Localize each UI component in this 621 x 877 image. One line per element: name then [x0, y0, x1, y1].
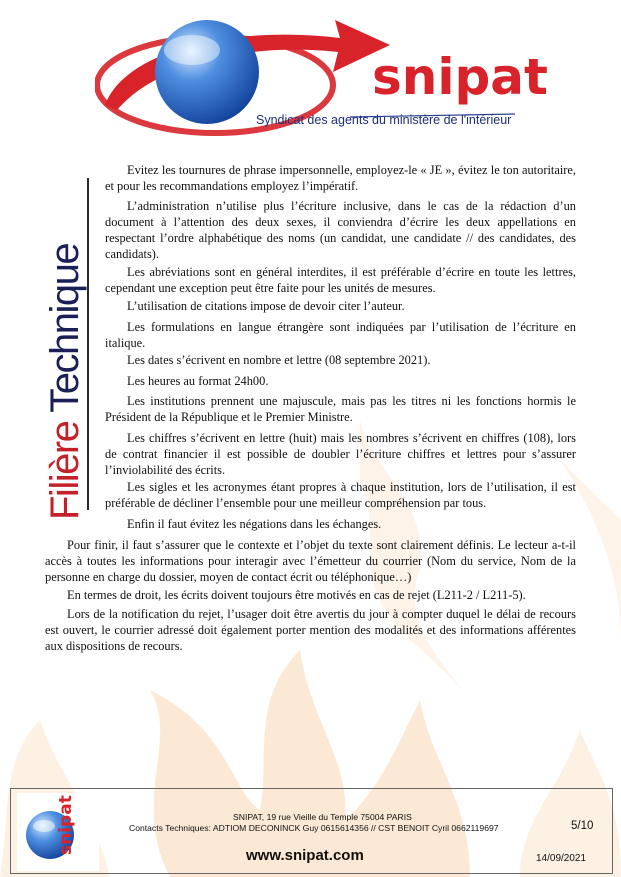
- page-number: 5/10: [571, 820, 594, 832]
- sidebar-title: [45, 244, 85, 520]
- sidebar-title-rest: Technique: [43, 243, 87, 413]
- paragraph: L’administration n’utilise plus l’écriture inclusive, dans le cas de la rédaction d’un document à l’attention des deux sexes, il conviendra d’écrire les deux appellations en respectant l’ordre alphabétique des noms (un candidat, une candidate // des candidates, des candidats).: [105, 199, 576, 261]
- footer-contacts: Contacts Techniques: ADTIOM DECONINCK Guy 0615614356 // CST BENOIT Cyril 0662119697: [129, 823, 499, 833]
- paragraph: Lors de la notification du rejet, l’usager doit être avertis du jour à compter duquel le délai de recours est ouvert, le courrier adressé doit également porter mention des modalités et des informations afférentes aux dispositions de recours.: [45, 607, 576, 653]
- footer-date: 14/09/2021: [536, 853, 587, 864]
- sidebar-title-accent: Filière: [43, 421, 87, 520]
- logo-tagline: Syndicat des agents du ministère de l'intérieur: [256, 113, 512, 127]
- website-link[interactable]: www.snipat.com: [246, 847, 364, 864]
- paragraph: Evitez les tournures de phrase impersonnelle, employez-le « JE », évitez le ton autoritaire, et pour les recommandations employez l’impératif.: [105, 163, 576, 193]
- footer-logo-word: snipat: [56, 795, 76, 855]
- paragraph: Les heures au format 24h00.: [127, 374, 269, 388]
- sidebar-divider: [87, 178, 89, 510]
- paragraph: Les abréviations sont en général interdites, il est préférable d’écrire en toute les lettres, cependant une exception peut être faite pour les unités de mesures.: [105, 265, 576, 295]
- paragraph: Les chiffres s’écrivent en lettre (huit) mais les nombres s’écrivent en chiffres (108), lors de contrat financier il est possible de doubler l’écriture chiffres et lettres pour s’assurer l’inviolabilité des écrits.: [105, 431, 576, 477]
- paragraph: Pour finir, il faut s’assurer que le contexte et l’objet du texte sont clairement définis. Le lecteur a-t-il accès à toutes les informations pour interagir avec l’émetteur du courrier (Nom du service, Nom de la personne en charge du dossier, moyen de contact écrit ou téléphonique…): [45, 538, 576, 584]
- paragraph: Les dates s’écrivent en nombre et lettre (08 septembre 2021).: [127, 353, 431, 367]
- paragraph: Enfin il faut évitez les négations dans les échanges.: [127, 517, 382, 531]
- paragraph: Les formulations en langue étrangère sont indiquées par l’utilisation de l’écriture en italique.: [105, 320, 576, 350]
- paragraph: En termes de droit, les écrits doivent toujours être motivés en cas de rejet (L211-2 / L211-5).: [67, 588, 526, 602]
- footer-logo: [17, 793, 99, 871]
- paragraph: Les sigles et les acronymes étant propres à chaque institution, lors de l’utilisation, il est préférable de décliner l’ensemble pour une meilleur compréhension par tous.: [105, 480, 576, 510]
- logo-wordmark: snipat: [372, 48, 548, 106]
- paragraph: Les institutions prennent une majuscule, mais pas les titres ni les fonctions hormis le Président de la République et le Premier Ministre.: [105, 394, 576, 424]
- footer-address: SNIPAT, 19 rue Vieille du Temple 75004 PARIS: [233, 812, 412, 822]
- paragraph: L’utilisation de citations impose de devoir citer l’auteur.: [127, 299, 405, 313]
